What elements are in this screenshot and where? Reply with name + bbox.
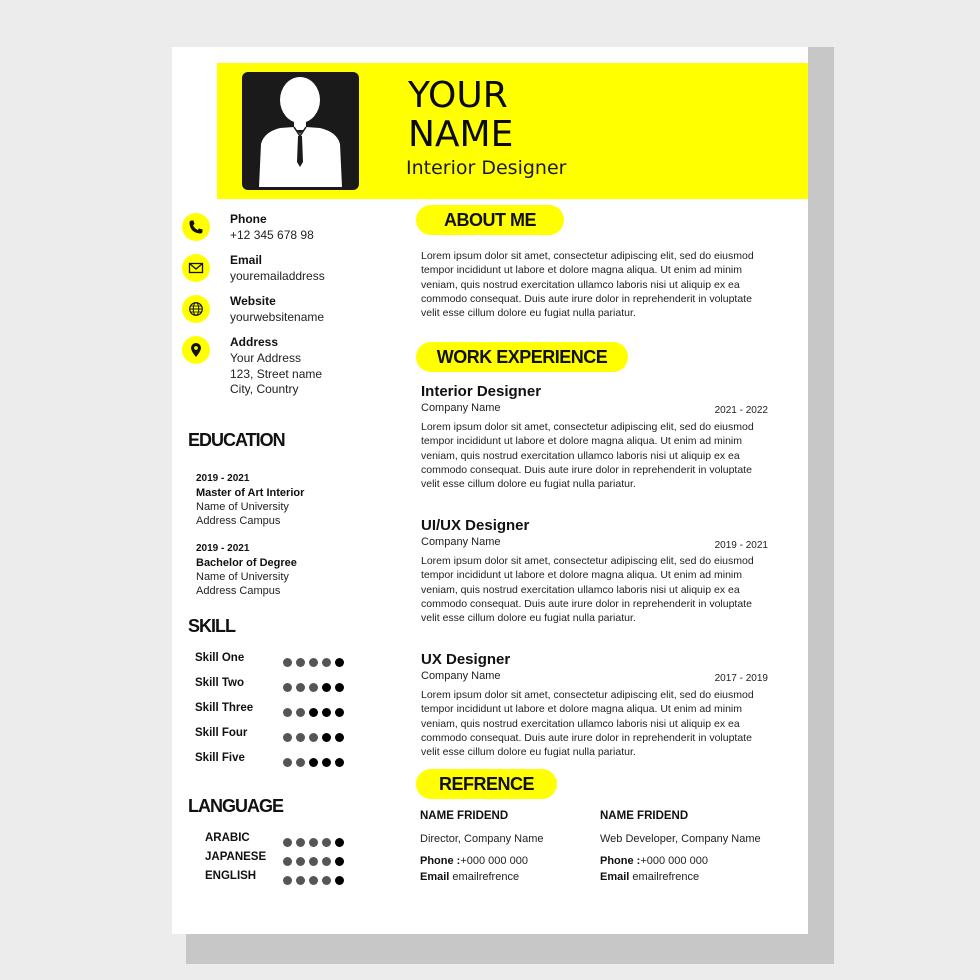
- job-title: Interior Designer: [406, 157, 567, 179]
- education-entry: [196, 556, 297, 598]
- reference-phone: [420, 855, 528, 867]
- phone-icon: [182, 213, 210, 241]
- skill-rating: [283, 729, 348, 747]
- reference-email: [600, 871, 699, 883]
- education-heading: EDUCATION: [188, 430, 285, 450]
- reference-email: [420, 871, 519, 883]
- address-line: 123, Street name: [230, 366, 323, 381]
- education-years: 2019 - 2021: [196, 473, 250, 484]
- rating-dot: [283, 857, 292, 866]
- skill-name: Skill Five: [195, 752, 245, 764]
- work-experience-heading: WORK EXPERIENCE: [416, 342, 628, 372]
- language-name: ARABIC: [205, 832, 250, 844]
- skill-name: Skill Four: [195, 727, 248, 739]
- rating-dot: [322, 876, 331, 885]
- reference-heading: REFRENCE: [416, 769, 557, 799]
- education-degree: Master of Art Interior: [196, 487, 305, 499]
- reference-role: Web Developer, Company Name: [600, 833, 761, 845]
- rating-dot: [322, 708, 331, 717]
- rating-dot: [335, 708, 344, 717]
- rating-dot: [335, 876, 344, 885]
- contact-label-address: Address: [230, 335, 279, 349]
- job-entry-years: 2021 - 2022: [714, 405, 768, 416]
- education-years: 2019 - 2021: [196, 543, 250, 554]
- about-text: Lorem ipsum dolor sit amet, consectetur adipiscing elit, sed do eiusmod tempor incididunt ut labore et dolore magna aliqua. Ut enim ad minim veniam, quis nostrud exercitation ullamco laboris nisi ut aliquip ex ea commodo consequat. Duis aute irure dolor in reprehenderit in voluptate velit esse cillum dolore eu fugiat nulla pariatur.: [421, 250, 754, 320]
- person-silhouette-icon: [242, 72, 359, 190]
- language-name: JAPANESE: [205, 851, 267, 863]
- job-entry-company: Company Name: [421, 536, 501, 548]
- rating-dot: [296, 758, 305, 767]
- rating-dot: [309, 876, 318, 885]
- education-campus: Address Campus: [196, 585, 281, 597]
- contact-label-website: Website: [230, 294, 276, 308]
- language-rating: [283, 853, 348, 871]
- reference-phone: [600, 855, 708, 867]
- job-entry-description: Lorem ipsum dolor sit amet, consectetur adipiscing elit, sed do eiusmod tempor incididunt ut labore et dolore magna aliqua. Ut enim ad minim veniam, quis nostrud exercitation ullamco laboris nisi ut aliquip ex ea commodo consequat. Duis aute irure dolor in reprehenderit in voluptate velit esse cillum dolore eu fugiat nulla pariatur.: [421, 421, 754, 491]
- job-entry-years: 2019 - 2021: [714, 540, 768, 551]
- candidate-name: [408, 76, 513, 154]
- reference-email-label: Email: [600, 871, 630, 883]
- education-university: Name of University: [196, 501, 289, 513]
- job-entry-description: Lorem ipsum dolor sit amet, consectetur adipiscing elit, sed do eiusmod tempor incididunt ut labore et dolore magna aliqua. Ut enim ad minim veniam, quis nostrud exercitation ullamco laboris nisi ut aliquip ex ea commodo consequat. Duis aute irure dolor in reprehenderit in voluptate velit esse cillum dolore eu fugiat nulla pariatur.: [421, 689, 754, 759]
- reference-phone-value: +000 000 000: [460, 855, 528, 867]
- rating-dot: [335, 658, 344, 667]
- reference-email-value: emailrefrence: [632, 871, 700, 883]
- job-entry-description: Lorem ipsum dolor sit amet, consectetur adipiscing elit, sed do eiusmod tempor incididunt ut labore et dolore magna aliqua. Ut enim ad minim veniam, quis nostrud exercitation ullamco laboris nisi ut aliquip ex ea commodo consequat. Duis aute irure dolor in reprehenderit in voluptate velit esse cillum dolore eu fugiat nulla pariatur.: [421, 555, 754, 625]
- rating-dot: [335, 733, 344, 742]
- rating-dot: [296, 733, 305, 742]
- language-heading: LANGUAGE: [188, 796, 283, 816]
- skill-rating: [283, 654, 348, 672]
- reference-phone-value: +000 000 000: [640, 855, 708, 867]
- reference-email-label: Email: [420, 871, 450, 883]
- rating-dot: [283, 708, 292, 717]
- job-entry-title: UI/UX Designer: [421, 517, 530, 534]
- reference-name: NAME FRIDEND: [420, 810, 509, 822]
- skill-name: Skill Two: [195, 677, 244, 689]
- language-rating: [283, 834, 348, 852]
- rating-dot: [296, 876, 305, 885]
- language-rating: [283, 872, 348, 890]
- address-line: City, Country: [230, 382, 299, 396]
- rating-dot: [283, 758, 292, 767]
- rating-dot: [309, 733, 318, 742]
- rating-dot: [283, 683, 292, 692]
- rating-dot: [322, 658, 331, 667]
- rating-dot: [335, 838, 344, 847]
- rating-dot: [283, 838, 292, 847]
- rating-dot: [283, 876, 292, 885]
- rating-dot: [309, 838, 318, 847]
- skill-rating: [283, 679, 348, 697]
- rating-dot: [309, 708, 318, 717]
- rating-dot: [322, 857, 331, 866]
- education-university: Name of University: [196, 571, 289, 583]
- contact-value-email: youremailaddress: [230, 269, 325, 283]
- contact-value-address: [230, 351, 322, 398]
- rating-dot: [296, 857, 305, 866]
- reference-name: NAME FRIDEND: [600, 810, 689, 822]
- contact-label-email: Email: [230, 253, 263, 267]
- globe-icon: [182, 295, 210, 323]
- skill-rating: [283, 704, 348, 722]
- job-entry-company: Company Name: [421, 670, 501, 682]
- about-heading: ABOUT ME: [416, 205, 564, 235]
- rating-dot: [309, 857, 318, 866]
- education-degree: Bachelor of Degree: [196, 557, 297, 569]
- rating-dot: [296, 683, 305, 692]
- language-name: ENGLISH: [205, 870, 257, 882]
- rating-dot: [296, 708, 305, 717]
- rating-dot: [309, 758, 318, 767]
- rating-dot: [296, 658, 305, 667]
- rating-dot: [335, 758, 344, 767]
- skill-rating: [283, 754, 348, 772]
- reference-role: Director, Company Name: [420, 833, 544, 845]
- name-line-2: NAME: [408, 114, 514, 155]
- education-campus: Address Campus: [196, 515, 281, 527]
- contact-value-phone: +12 345 678 98: [230, 228, 314, 242]
- reference-phone-label: Phone :: [600, 855, 641, 867]
- job-entry-years: 2017 - 2019: [714, 673, 768, 684]
- skill-name: Skill Three: [195, 702, 254, 714]
- education-entry: [196, 486, 304, 528]
- rating-dot: [296, 838, 305, 847]
- contact-value-website: yourwebsitename: [230, 310, 325, 324]
- rating-dot: [283, 658, 292, 667]
- skill-heading: SKILL: [188, 616, 235, 636]
- job-entry-company: Company Name: [421, 402, 501, 414]
- profile-photo: [242, 72, 359, 190]
- skill-name: Skill One: [195, 652, 245, 664]
- rating-dot: [335, 857, 344, 866]
- rating-dot: [322, 758, 331, 767]
- rating-dot: [309, 683, 318, 692]
- rating-dot: [322, 683, 331, 692]
- rating-dot: [335, 683, 344, 692]
- job-entry-title: Interior Designer: [421, 383, 542, 400]
- email-icon: [182, 254, 210, 282]
- job-entry-title: UX Designer: [421, 651, 511, 668]
- rating-dot: [322, 838, 331, 847]
- name-line-1: YOUR: [408, 75, 508, 116]
- reference-phone-label: Phone :: [420, 855, 461, 867]
- contact-label-phone: Phone: [230, 212, 267, 226]
- rating-dot: [309, 658, 318, 667]
- address-line: Your Address: [230, 351, 301, 365]
- location-pin-icon: [182, 336, 210, 364]
- reference-email-value: emailrefrence: [452, 871, 520, 883]
- rating-dot: [322, 733, 331, 742]
- rating-dot: [283, 733, 292, 742]
